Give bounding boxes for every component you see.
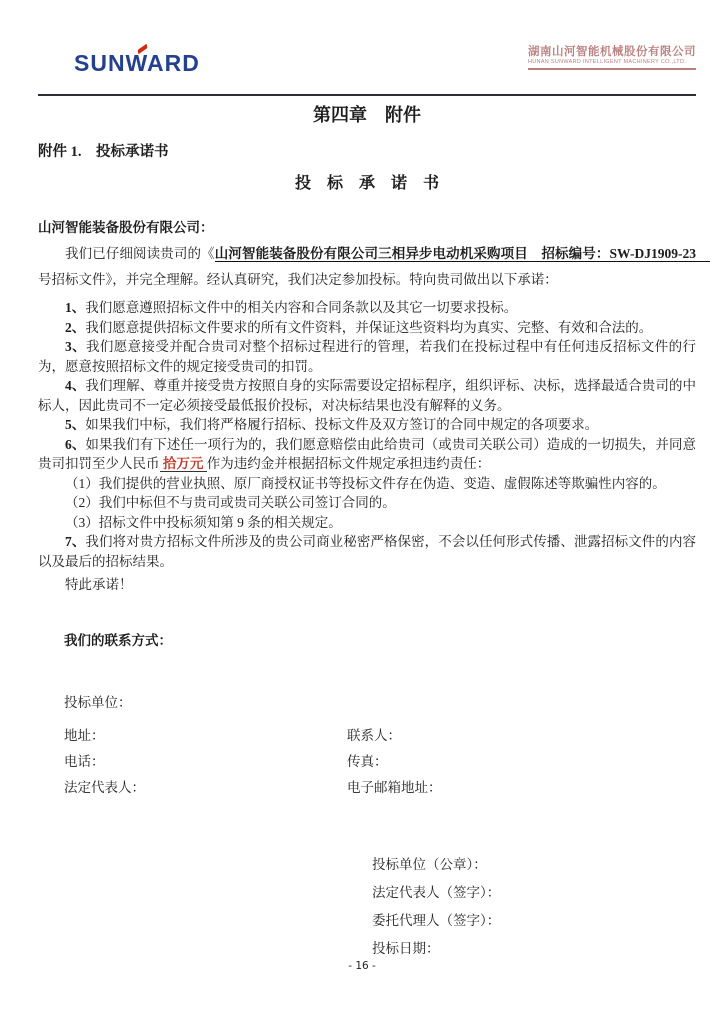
sub-clause-3: （3）招标文件中投标须知第 9 条的相关规定。 xyxy=(65,514,342,530)
sig-authorized-agent: 委托代理人（签字）： xyxy=(372,912,501,928)
clause-1 xyxy=(38,298,696,318)
page-number: - 16 - xyxy=(348,960,376,972)
clause-7-num: 7、 xyxy=(65,534,86,549)
company-name-en: HUNAN SUNWARD INTELLIGENT MACHINERY CO.,LTD. xyxy=(528,59,687,65)
salutation: 山河智能装备股份有限公司： xyxy=(38,220,214,235)
sub-clause-2: （2）我们中标但不与贵司或贵司关联公司签订合同的。 xyxy=(65,495,396,510)
clause-6-text-before: 如果我们有下述任一项行为的，我们愿意赔偿由此给贵司（或贵司关联公司）造成的一切损失，并同意贵司扣罚至少人民币 xyxy=(38,436,697,471)
sig-legal-representative: 法定代表人（签字）： xyxy=(372,884,501,900)
signature-block xyxy=(372,857,696,957)
sunward-logo-text: SUNWARD xyxy=(74,50,200,76)
contact-heading: 我们的联系方式： xyxy=(64,632,172,648)
bidder-label: 投标单位： xyxy=(64,694,132,710)
clause-7-text: 我们将对贵方招标文件所涉及的贵公司商业秘密严格保密，不会以任何形式传播、泄露招标文件的内容以及最后的招标结果。 xyxy=(38,534,697,569)
page-header xyxy=(38,44,696,84)
clause-4 xyxy=(38,376,696,415)
clause-5-text: 如果我们中标，我们将严格履行招标、投标文件及双方签订的合同中规定的各项要求。 xyxy=(85,417,599,432)
clause-6-num: 6、 xyxy=(65,436,86,452)
field-contact-person: 联系人： xyxy=(347,727,401,743)
sig-bidder-seal: 投标单位（公章）： xyxy=(372,856,487,872)
company-name-cn: 湖南山河智能机械股份有限公司 xyxy=(528,46,696,58)
company-name-block xyxy=(528,46,696,70)
clause-3-text: 我们愿意接受并配合贵司对整个招标过程进行的管理，若我们在投标过程中有任何违反招标文件的行为，愿意按照招标文件的规定接受贵司的扣罚。 xyxy=(38,339,697,374)
clause-5-num: 5、 xyxy=(65,417,86,432)
contact-grid xyxy=(64,723,696,801)
intro-paragraph xyxy=(38,241,710,293)
header-rule xyxy=(38,94,696,96)
field-address: 地址： xyxy=(64,727,105,743)
field-legal-representative: 法定代表人： xyxy=(64,779,145,795)
clause-3-num: 3、 xyxy=(65,339,86,354)
field-phone: 电话： xyxy=(64,753,105,769)
clause-2-text: 我们愿意提供招标文件要求的所有文件资料，并保证这些资料均为真实、完整、有效和合法的。 xyxy=(85,319,653,335)
clause-6-text-after: 作为违约金并根据招标文件规定承担违约责任： xyxy=(206,456,491,471)
sig-bid-date: 投标日期： xyxy=(372,940,440,956)
closing-statement: 特此承诺！ xyxy=(65,577,133,592)
letter-title: 投标承诺书 xyxy=(294,175,455,192)
intro-suffix: 号招标文件》，并完全理解。经认真研究，我们决定参加投标。特向贵司做出以下承诺： xyxy=(38,272,558,287)
field-fax: 传真： xyxy=(347,753,388,769)
clause-4-num: 4、 xyxy=(65,378,86,393)
clause-2 xyxy=(38,318,696,338)
clause-4-text: 我们理解、尊重并接受贵方按照自身的实际需要设定招标程序，组织评标、决标，选择最适合贵司的中标人，因此贵司不一定必须接受最低报价投标，对决标结果也没有解释的义务。 xyxy=(38,378,697,413)
clause-1-num: 1、 xyxy=(65,300,86,315)
clause-2-num: 2、 xyxy=(65,319,86,335)
clause-1-text: 我们愿意遵照招标文件中的相关内容和合同条款以及其它一切要求投标。 xyxy=(85,300,518,315)
clause-6 xyxy=(38,435,696,474)
clause-3 xyxy=(38,337,696,376)
penalty-amount: 拾万元 xyxy=(162,456,204,471)
field-email: 电子邮箱地址： xyxy=(347,779,442,795)
intro-prefix: 我们已仔细阅读贵司的《 xyxy=(65,246,215,261)
project-name-underlined: 山河智能装备股份有限公司三相异步电动机采购项目 招标编号：SW-DJ1909-23 xyxy=(214,246,710,261)
sunward-logo xyxy=(74,50,200,77)
sub-clause-1: （1）我们提供的营业执照、原厂商授权证书等投标文件存在伪造、变造、虚假陈述等欺骗性内容的。 xyxy=(65,475,666,491)
clause-7 xyxy=(38,532,696,571)
chapter-title: 第四章 附件 xyxy=(313,105,421,125)
attachment-label: 附件 1. 投标承诺书 xyxy=(38,144,169,160)
clause-5 xyxy=(38,415,696,435)
